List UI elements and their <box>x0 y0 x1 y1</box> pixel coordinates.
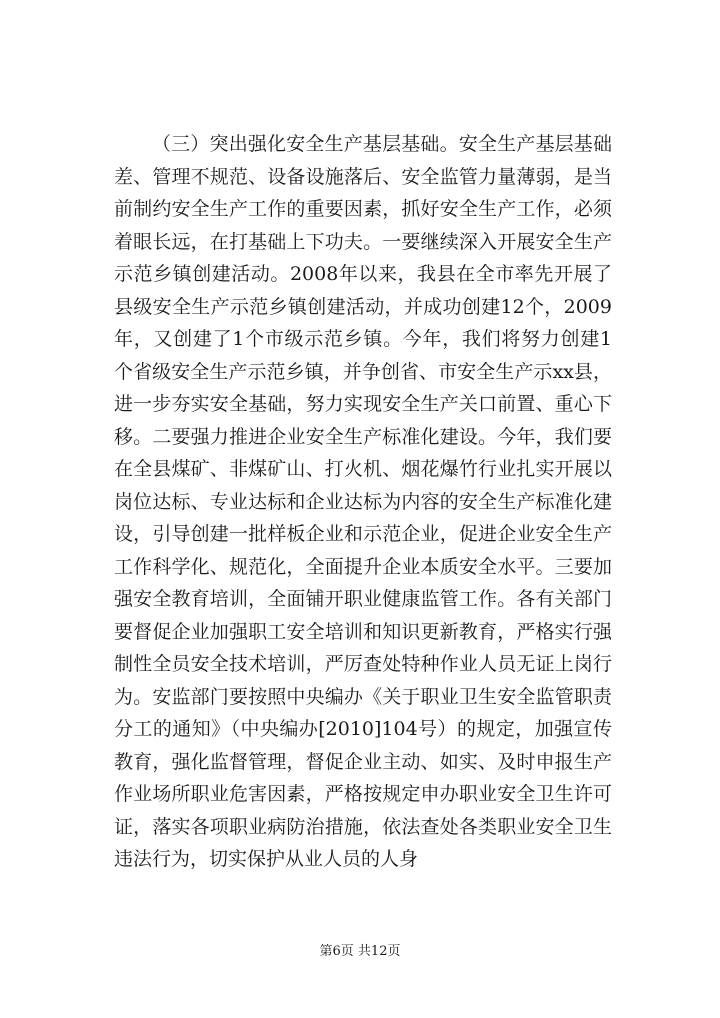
page-number-footer: 第6页 共12页 <box>319 944 401 959</box>
body-paragraph: （三）突出强化安全生产基层基础。安全生产基层基础差、管理不规范、设备设施落后、安全监管力量薄弱，是当前制约安全生产工作的重要因素，抓好安全生产工作，必须着眼长远，在打基础上下功夫。一要继续深入开展安全生产示范乡镇创建活动。2008年以来，我县在全市率先开展了县级安全生产示范乡镇创建活动，并成功创建12个，2009年，又创建了1个市级示范乡镇。今年，我们将努力创建1个省级安全生产示范乡镇，并争创省、市安全生产示xx县，进一步夯实安全基础，努力实现安全生产关口前置、重心下移。二要强力推进企业安全生产标准化建设。今年，我们要在全县煤矿、非煤矿山、打火机、烟花爆竹行业扎实开展以岗位达标、专业达标和企业达标为内容的安全生产标准化建设，引导创建一批样板企业和示范企业，促进企业安全生产工作科学化、规范化，全面提升企业本质安全水平。三要加强安全教育培训，全面铺开职业健康监管工作。各有关部门要督促企业加强职工安全培训和知识更新教育，严格实行强制性全员安全技术培训，严厉查处特种作业人员无证上岗行为。安监部门要按照中央编办《关于职业卫生安全监管职责分工的通知》（中央编办[2010]104号）的规定，加强宣传教育，强化监督管理，督促企业主动、如实、及时申报生产作业场所职业危害因素，严格按规定申办职业安全卫生许可证，落实各项职业病防治措施，依法查处各类职业安全卫生违法行为，切实保护从业人员的人身 <box>114 133 612 870</box>
